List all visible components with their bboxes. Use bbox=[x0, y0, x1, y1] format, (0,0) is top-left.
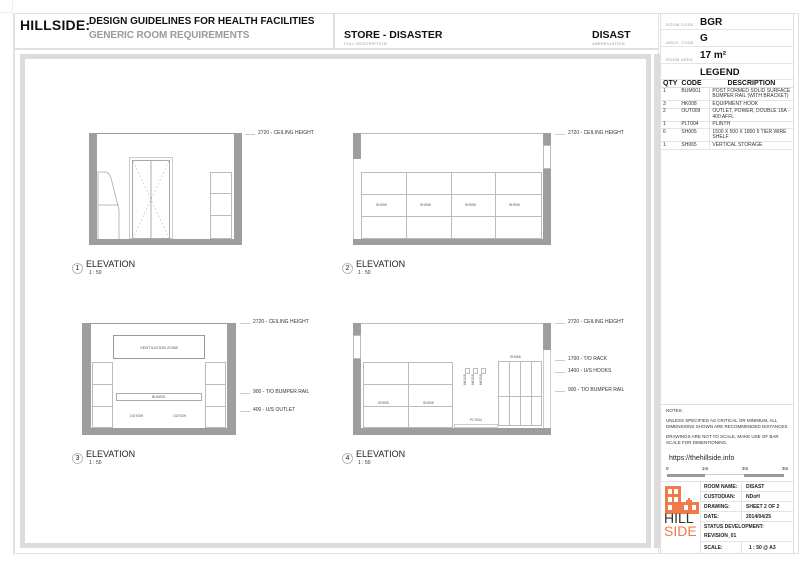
website-link[interactable]: https://thehillside.info bbox=[669, 455, 735, 462]
date-row bbox=[701, 512, 794, 522]
legend-table-wrapper bbox=[661, 80, 793, 150]
scale-tick-label: 1m bbox=[702, 466, 709, 471]
scale-tick-label: 2m bbox=[742, 466, 749, 471]
legend-qty: 2 bbox=[661, 108, 679, 121]
level-marker-ceiling: 2720 - CEILING HEIGHT bbox=[555, 130, 624, 136]
abbreviation-label: ABBREVIATION bbox=[592, 41, 625, 46]
level-marker-ceiling: 2720 - CEILING HEIGHT bbox=[240, 319, 309, 325]
floor bbox=[353, 239, 551, 245]
wall-left-upper bbox=[353, 133, 361, 159]
floor bbox=[353, 428, 551, 435]
ceiling-line bbox=[97, 133, 234, 134]
tag-hk008: HK008 bbox=[471, 374, 475, 385]
drawing-area bbox=[20, 54, 651, 548]
wall-left bbox=[89, 133, 97, 245]
brand-title: HILLSIDE: bbox=[20, 17, 91, 33]
room-name-label: ROOM NAME: bbox=[704, 484, 738, 490]
legend-row bbox=[661, 101, 793, 109]
wall-right-upper bbox=[543, 323, 551, 350]
legend-qty: 1 bbox=[661, 88, 679, 101]
legend-row bbox=[661, 108, 793, 121]
room-area-label: ROOM AREA bbox=[666, 57, 693, 62]
legend-code: PLT004 bbox=[679, 121, 710, 129]
legend-table bbox=[661, 80, 793, 150]
legend-qty: 1 bbox=[661, 121, 679, 129]
tag-hk008: HK008 bbox=[463, 374, 467, 385]
level-marker-ceiling: 2720 - CEILING HEIGHT bbox=[245, 130, 314, 136]
date-label: DATE: bbox=[704, 514, 719, 520]
room-area-row bbox=[660, 47, 794, 64]
wall-left-lower bbox=[353, 359, 361, 435]
tag-bum001: BUM001 bbox=[152, 395, 166, 399]
legend-qty: 3 bbox=[661, 101, 679, 109]
room-name-row bbox=[701, 482, 794, 492]
wall-right-opening bbox=[543, 350, 551, 430]
wall-left-opening bbox=[353, 335, 361, 359]
note-scale: DRAWINGS ARE NOT TO SCALE, MAKE USE OF BAR SCALE FOR DIMENTIONING. bbox=[666, 434, 779, 445]
legend-row bbox=[661, 121, 793, 129]
abbreviation: DISAST bbox=[592, 29, 631, 41]
note-dimensions: UNLESS SPECIFIED AS CRITICAL OR MINIMUM, ALL DIMENSIONS SHOWN ARE RECOMMENDED DISTANCES. bbox=[666, 418, 789, 429]
scale-tick-label: 3m bbox=[782, 466, 789, 471]
legend-col-code: CODE bbox=[679, 80, 710, 88]
ceiling-line bbox=[361, 133, 543, 134]
full-description: STORE - DISASTER bbox=[344, 29, 443, 41]
arch-code-value: G bbox=[700, 33, 708, 44]
legend-description: EQUIPMENT HOOK bbox=[710, 101, 793, 109]
legend-description: VERTICAL STORAGE bbox=[710, 142, 793, 150]
legend-col-description: DESCRIPTION bbox=[710, 80, 793, 88]
tag-hk008: HK008 bbox=[479, 374, 483, 385]
room-code-row bbox=[660, 13, 794, 30]
scale-label: SCALE: bbox=[704, 545, 723, 551]
legend-code: SH005 bbox=[679, 129, 710, 142]
ceiling-line bbox=[361, 323, 543, 324]
plinth bbox=[454, 424, 498, 428]
drawing-label: DRAWING: bbox=[704, 504, 730, 510]
tag-sh065: SH065 bbox=[510, 355, 521, 359]
elevation-label: ELEVATION bbox=[86, 449, 136, 459]
elevation-scale: 1 : 50 bbox=[89, 270, 102, 276]
legend-qty: 1 bbox=[661, 142, 679, 150]
tag-out009: OUT009 bbox=[130, 414, 144, 418]
full-description-label: FULL DESCRIPTION bbox=[344, 41, 387, 46]
scale-tick-label: 0 bbox=[666, 466, 669, 471]
tag-sh005: SH005 bbox=[509, 203, 520, 207]
elevation-number: 3 bbox=[72, 453, 83, 464]
notes-heading: NOTES: bbox=[666, 408, 683, 413]
elevation-scale: 1 : 50 bbox=[358, 460, 371, 466]
wall-left-upper bbox=[353, 323, 361, 335]
tag-sh005: SH005 bbox=[378, 401, 389, 405]
vertical-storage bbox=[498, 361, 542, 426]
level-marker-hooks: 1400 - U/S HOOKS bbox=[555, 368, 611, 374]
legend-col-qty: QTY bbox=[663, 80, 678, 87]
elevation-scale: 1 : 50 bbox=[358, 270, 371, 276]
ceiling-line bbox=[91, 323, 227, 324]
legend-row bbox=[661, 142, 793, 150]
ventilation-zone-label: VENTILATION ZONE bbox=[140, 345, 179, 350]
status-label: STATUS DEVELOPMENT: bbox=[704, 524, 764, 530]
wall-right-lower bbox=[543, 169, 551, 245]
custodian-label: CUSTODIAN: bbox=[704, 494, 736, 500]
legend-code: BUM001 bbox=[679, 88, 710, 101]
document-subtitle: GENERIC ROOM REQUIREMENTS bbox=[89, 30, 250, 41]
tag-sh005: SH005 bbox=[420, 203, 431, 207]
elevation-label: ELEVATION bbox=[356, 449, 406, 459]
tag-sh005: SH005 bbox=[423, 401, 434, 405]
level-marker-bumper-rail: 900 - T/O BUMPER RAIL bbox=[555, 387, 624, 393]
shelving-run bbox=[363, 362, 453, 428]
legend-qty: 6 bbox=[661, 129, 679, 142]
elevation-number: 2 bbox=[342, 263, 353, 274]
legend-description: POST FORMED SOLID SURFACE BUMPER RAIL (WITH BRACKET) bbox=[710, 88, 793, 101]
room-code-label: ROOM CODE bbox=[666, 22, 694, 27]
scale-row bbox=[701, 542, 794, 554]
wire-shelf-right bbox=[205, 362, 226, 428]
arch-code-label: ARCH. CODE bbox=[666, 40, 695, 45]
document-title: DESIGN GUIDELINES FOR HEALTH FACILITIES bbox=[89, 16, 315, 27]
drawing-row bbox=[701, 502, 794, 512]
wall-left bbox=[82, 323, 91, 435]
elevation-scale: 1 : 50 bbox=[89, 460, 102, 466]
legend-row bbox=[661, 129, 793, 142]
legend-code: HK008 bbox=[679, 101, 710, 109]
notes-divider bbox=[660, 404, 794, 405]
arch-code-row bbox=[660, 30, 794, 47]
logo-text-hill: HILL bbox=[664, 510, 694, 526]
room-name-value: DISAST bbox=[746, 484, 765, 490]
logo-text-side: SIDE bbox=[664, 523, 697, 539]
tag-sh005: SH005 bbox=[465, 203, 476, 207]
legend-title-row bbox=[660, 64, 794, 80]
door-swing-icon bbox=[133, 161, 169, 238]
tag-out009: OUT009 bbox=[173, 414, 187, 418]
level-marker-ceiling: 2720 - CEILING HEIGHT bbox=[555, 319, 624, 325]
double-door bbox=[132, 160, 170, 239]
legend-row bbox=[661, 88, 793, 101]
sheet-corner-mark bbox=[0, 0, 13, 13]
custodian-row bbox=[701, 492, 794, 502]
notes-section bbox=[666, 408, 790, 446]
drawing-value: SHEET 2 OF 2 bbox=[746, 504, 780, 510]
legend-title: LEGEND bbox=[700, 67, 740, 78]
tag-plt004: PLT004 bbox=[470, 418, 482, 422]
legend-description: 1500 X 500 X 1800 5 TIER WIRE SHELF bbox=[710, 129, 793, 142]
legend-description: OUTLET, POWER, DOUBLE 16A - 400 AFFL bbox=[710, 108, 793, 121]
elevation-number: 1 bbox=[72, 263, 83, 274]
legend-code: SH065 bbox=[679, 142, 710, 150]
wall-right bbox=[234, 133, 242, 245]
wire-shelf bbox=[210, 172, 232, 239]
floor bbox=[82, 428, 236, 435]
date-value: 2014/04/25 bbox=[746, 514, 772, 520]
elevation-number: 4 bbox=[342, 453, 353, 464]
room-code-value: BGR bbox=[700, 17, 723, 28]
elevation-label: ELEVATION bbox=[356, 259, 406, 269]
wall-left-opening bbox=[353, 159, 361, 239]
trolley-icon bbox=[97, 170, 121, 240]
custodian-value: NDoH bbox=[746, 494, 760, 500]
status-row bbox=[701, 522, 794, 542]
status-value: REVISION_01 bbox=[704, 533, 737, 539]
level-marker-rack: 1700 - T/O RACK bbox=[555, 356, 607, 362]
level-marker-outlet: 400 - U/S OUTLET bbox=[240, 407, 295, 413]
wall-right bbox=[227, 323, 236, 435]
wire-shelf-left bbox=[92, 362, 113, 428]
scale-value: 1 : 50 @ A3 bbox=[749, 545, 776, 551]
legend-description: PLINTH bbox=[710, 121, 793, 129]
elevation-label: ELEVATION bbox=[86, 259, 136, 269]
wall-right-opening bbox=[543, 145, 551, 169]
legend-code: OUT009 bbox=[679, 108, 710, 121]
room-area-value: 17 m² bbox=[700, 50, 727, 61]
level-marker-bumper-rail: 900 - T/O BUMPER RAIL bbox=[240, 389, 309, 395]
wall-right-upper bbox=[543, 133, 551, 145]
tag-sh005: SH005 bbox=[376, 203, 387, 207]
